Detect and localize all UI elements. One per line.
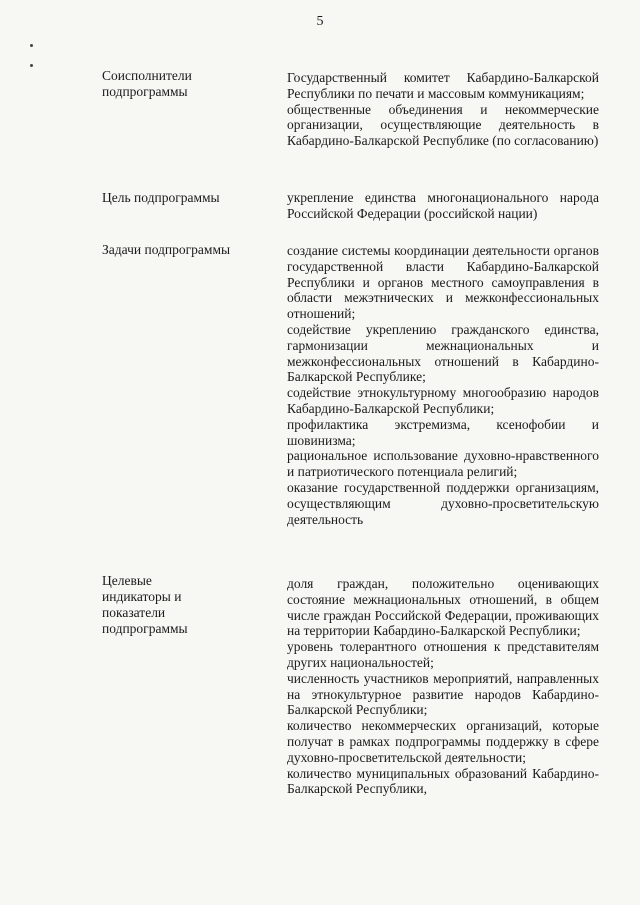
paragraph: количество муниципальных образований Кабардино-Балкарской Республики,: [287, 765, 599, 797]
page-number: 5: [316, 14, 324, 29]
row-label-tasks: Задачи подпрограммы: [102, 242, 231, 257]
paragraph: количество некоммерческих организаций, которые получат в рамках подпрограммы поддержку в сфере духовно-просветительской деятельности;: [287, 718, 599, 765]
scan-mark: [30, 44, 33, 47]
paragraph: Государственный комитет Кабардино-Балкарской Республики по печати и массовым коммуникациям;: [287, 70, 599, 101]
row-label-indicators: Целевые индикаторы и показатели подпрограммы: [102, 573, 188, 636]
paragraph: создание системы координации деятельности органов государственной власти Кабардино-Балкарской Республики и органов местного самоуправления в области межэтнических и межконфессиональных отношений;: [287, 243, 599, 322]
row-value-indicators: [287, 576, 599, 797]
paragraph: содействие укреплению гражданского единства, гармонизации межнациональных и межконфессиональных отношений в Кабардино-Балкарской Республике;: [287, 321, 599, 385]
paragraph: укрепление единства многонационального народа Российской Федерации (российской нации): [287, 190, 599, 221]
paragraph: уровень толерантного отношения к представителям других национальностей;: [287, 639, 599, 670]
paragraph: профилактика экстремизма, ксенофобии и шовинизма;: [287, 416, 599, 448]
row-value-tasks: [287, 243, 599, 527]
row-label-coexecutors: Соисполнители подпрограммы: [102, 68, 192, 99]
scan-mark: [30, 64, 33, 67]
paragraph: рациональное использование духовно-нравственного и патриотического потенциала религий;: [287, 448, 599, 480]
paragraph: доля граждан, положительно оценивающих состояние межнациональных отношений, в общем числе граждан Российской Федерации, проживающих на территории Кабардино-Балкарской Республики;: [287, 576, 599, 639]
row-value-coexecutors: [287, 70, 599, 149]
paragraph: оказание государственной поддержки организациям, осуществляющим духовно-просветительскую деятельность: [287, 479, 599, 527]
paragraph: содействие этнокультурному многообразию народов Кабардино-Балкарской Республики;: [287, 385, 599, 416]
row-label-goal: Цель подпрограммы: [102, 190, 220, 205]
paragraph: общественные объединения и некоммерческие организации, осуществляющие деятельность в Кабардино-Балкарской Республике (по согласованию): [287, 101, 599, 149]
paragraph: численность участников мероприятий, направленных на этнокультурное развитие народов Кабардино-Балкарской Республики;: [287, 670, 599, 718]
row-value-goal: [287, 190, 599, 222]
